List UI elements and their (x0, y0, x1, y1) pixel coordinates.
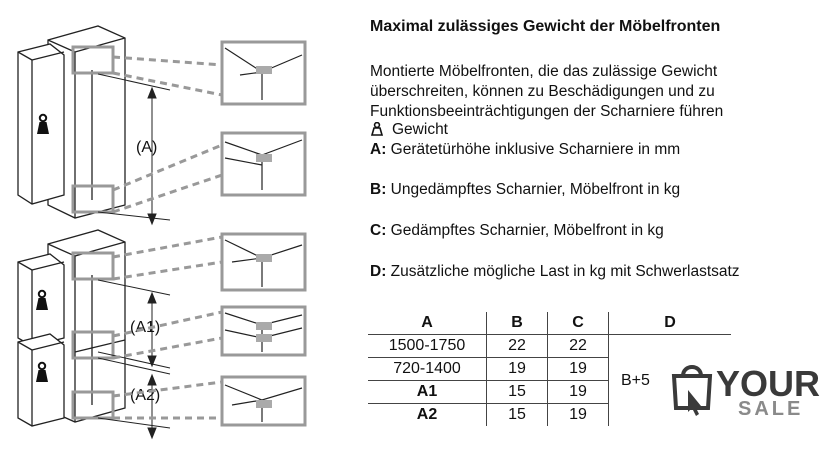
legend-c (370, 222, 664, 240)
legend-text: Ungedämpftes Scharnier, Möbelfront in kg (390, 181, 681, 198)
intro-line: Montierte Möbelfronten, die das zulässige Gewicht (370, 63, 718, 80)
table-cell-d: B+5 (621, 371, 650, 389)
table-header-row (368, 312, 731, 335)
yoursale-watermark-logo (668, 360, 833, 420)
installation-diagram (0, 0, 345, 457)
table-cell: 19 (548, 404, 609, 427)
table-cell: 15 (487, 404, 548, 427)
table-cell: 15 (487, 381, 548, 404)
logo-word-your: YOUR (716, 363, 821, 404)
legend-weight-label: Gewicht (392, 121, 448, 138)
shopping-bag-icon (674, 367, 710, 416)
label-a2: (A2) (130, 387, 161, 404)
label-a1: (A1) (130, 319, 161, 336)
table-cell: 19 (548, 358, 609, 381)
table-header: B (487, 312, 548, 335)
detail-box-2 (222, 133, 305, 195)
detail-box-1 (222, 42, 305, 104)
table-cell: 1500-1750 (368, 335, 487, 358)
legend-text: Gedämpftes Scharnier, Möbelfront in kg (390, 222, 664, 239)
legend-key: C: (370, 222, 387, 239)
table-cell: 720-1400 (368, 358, 487, 381)
table-row (368, 335, 731, 358)
legend-d (370, 263, 740, 281)
legend-key: A: (370, 141, 387, 158)
detail-box-5 (222, 377, 305, 425)
table-cell: A1 (368, 381, 487, 404)
legend-text: Gerätetürhöhe inklusive Scharniere in mm (390, 141, 681, 158)
detail-box-3 (222, 234, 305, 290)
detail-box-4 (222, 307, 305, 355)
logo-word-sale: SALE (738, 398, 804, 420)
intro-paragraph (370, 62, 830, 122)
table-cell: 19 (487, 358, 548, 381)
legend-key: D: (370, 263, 387, 280)
legend-a (370, 141, 680, 159)
legend-text: Zusätzliche mögliche Last in kg mit Schwerlastsatz (390, 263, 740, 280)
intro-line: Funktionsbeeinträchtigungen der Scharniere führen (370, 103, 724, 120)
weight-icon (370, 122, 384, 136)
label-a: (A) (136, 139, 158, 156)
detail-leaders-top (113, 57, 222, 212)
legend-b (370, 181, 680, 199)
intro-line: überschreiten, können zu Beschädigungen und zu (370, 83, 715, 100)
page-title: Maximal zulässiges Gewicht der Möbelfronten (370, 18, 721, 35)
table-header: A (368, 312, 487, 335)
legend-key: B: (370, 181, 387, 198)
table-header: D (609, 312, 732, 335)
table-cell: 22 (548, 335, 609, 358)
table-cell: 19 (548, 381, 609, 404)
legend-weight (370, 121, 448, 139)
table-header: C (548, 312, 609, 335)
table-cell: 22 (487, 335, 548, 358)
table-cell: A2 (368, 404, 487, 427)
